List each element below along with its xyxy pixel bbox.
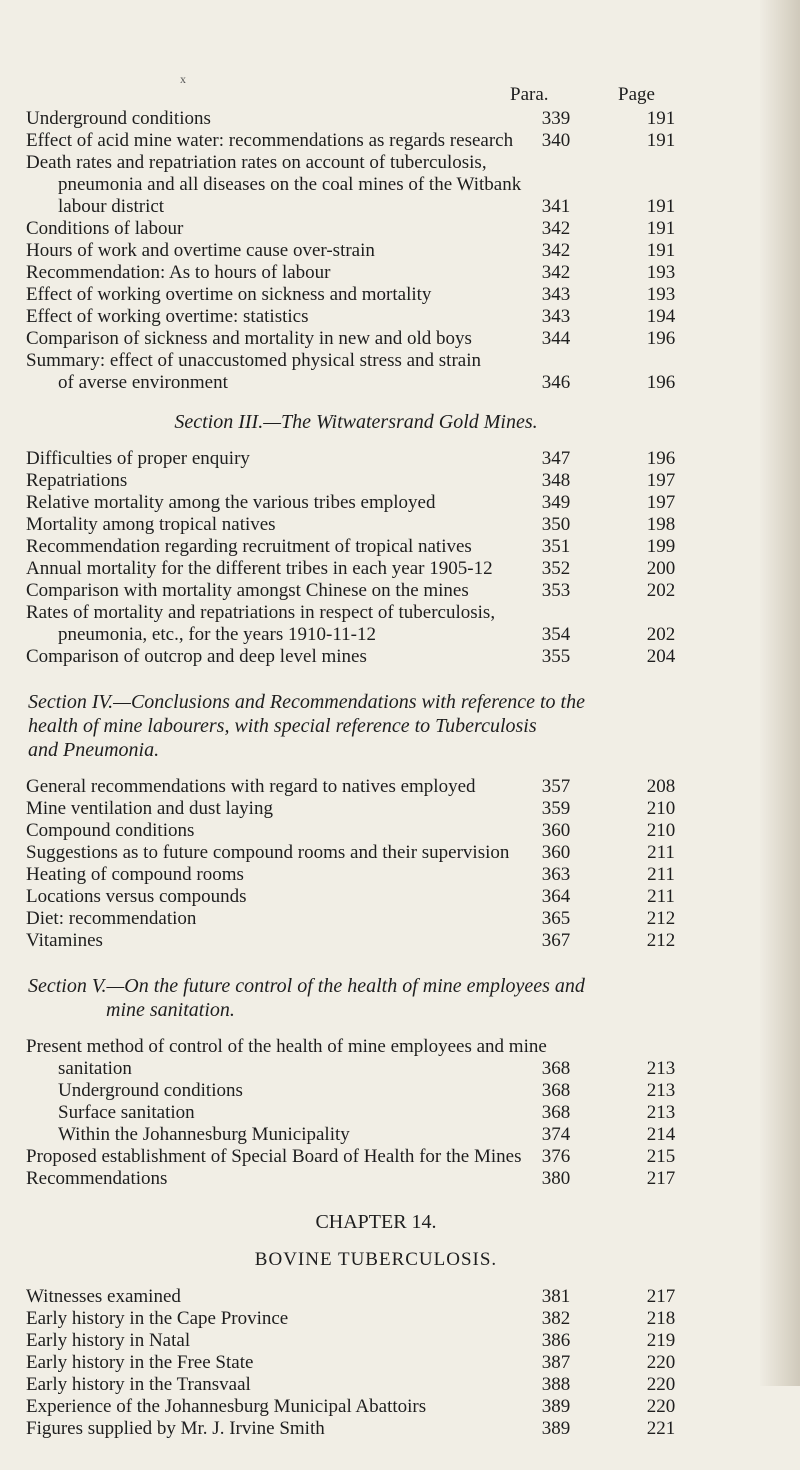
entry-para-number: 388 — [541, 1374, 571, 1395]
section-heading-3: Section III.—The Witwatersrand Gold Mines. — [174, 411, 538, 433]
entry-para-number: 349 — [541, 492, 571, 513]
section-heading-5-line: Section V.—On the future control of the health of mine employees and — [28, 975, 585, 997]
entry-para-number: 380 — [541, 1168, 571, 1189]
section-heading-5 — [26, 974, 686, 1022]
entry-para-number: 342 — [541, 218, 571, 239]
entry-para-number: 341 — [541, 196, 571, 217]
entry-title: pneumonia and all diseases on the coal mines of the Witbank — [58, 174, 522, 195]
entry-page-number: 213 — [646, 1102, 676, 1123]
toc-entry — [26, 1124, 686, 1146]
toc-entry — [26, 930, 686, 952]
toc-entry — [26, 1374, 686, 1396]
toc-entry — [26, 218, 686, 240]
entry-para-number: 365 — [541, 908, 571, 929]
entry-title: Hours of work and overtime cause over-strain — [26, 240, 375, 261]
entry-title: Mine ventilation and dust laying — [26, 798, 273, 819]
entry-para-number: 387 — [541, 1352, 571, 1373]
entry-para-number: 374 — [541, 1124, 571, 1145]
entry-page-number: 213 — [646, 1058, 676, 1079]
section-heading-5-line: mine sanitation. — [106, 999, 235, 1021]
toc-entry — [26, 820, 686, 842]
entry-para-number: 363 — [541, 864, 571, 885]
entry-para-number: 348 — [541, 470, 571, 491]
toc-entry — [26, 130, 686, 152]
entry-para-number: 342 — [541, 262, 571, 283]
entry-page-number: 211 — [647, 886, 675, 907]
entry-page-number: 217 — [646, 1168, 676, 1189]
entry-page-number: 212 — [646, 908, 676, 929]
entry-para-number: 381 — [541, 1286, 571, 1307]
entry-title: Effect of working overtime on sickness and mortality — [26, 284, 432, 305]
entry-para-number: 368 — [541, 1080, 571, 1101]
toc-entry — [26, 1286, 686, 1308]
entry-title: sanitation — [58, 1058, 132, 1079]
entry-title: Suggestions as to future compound rooms and their supervision — [26, 842, 510, 863]
toc-entry — [26, 864, 686, 886]
entry-para-number: 350 — [541, 514, 571, 535]
entry-para-number: 359 — [541, 798, 571, 819]
entry-page-number: 197 — [646, 470, 676, 491]
table-of-contents — [26, 108, 686, 1440]
toc-block-witwatersrand — [26, 448, 686, 668]
entry-title: Annual mortality for the different tribes in each year 1905-12 — [26, 558, 493, 579]
entry-para-number: 357 — [541, 776, 571, 797]
entry-para-number: 346 — [541, 372, 571, 393]
entry-para-number: 386 — [541, 1330, 571, 1351]
entry-page-number: 210 — [646, 798, 676, 819]
entry-para-number: 353 — [541, 580, 571, 601]
entry-title: Comparison with mortality amongst Chinese on the mines — [26, 580, 469, 601]
toc-entry — [26, 1036, 686, 1058]
entry-page-number: 198 — [646, 514, 676, 535]
entry-para-number: 364 — [541, 886, 571, 907]
toc-entry — [26, 1058, 686, 1080]
entry-page-number: 218 — [646, 1308, 676, 1329]
entry-title: Effect of working overtime: statistics — [26, 306, 309, 327]
entry-title: Early history in the Transvaal — [26, 1374, 251, 1395]
entry-para-number: 355 — [541, 646, 571, 667]
entry-para-number: 342 — [541, 240, 571, 261]
para-column-header: Para. — [510, 84, 549, 105]
entry-para-number: 339 — [541, 108, 571, 129]
entry-title: Experience of the Johannesburg Municipal Abattoirs — [26, 1396, 427, 1417]
entry-page-number: 193 — [646, 262, 676, 283]
entry-para-number: 360 — [541, 842, 571, 863]
chapter-heading: CHAPTER 14. — [315, 1211, 437, 1233]
entry-page-number: 191 — [646, 108, 676, 129]
toc-entry — [26, 1308, 686, 1330]
toc-entry — [26, 646, 686, 668]
entry-page-number: 202 — [646, 624, 676, 645]
entry-para-number: 343 — [541, 306, 571, 327]
toc-entry — [26, 558, 686, 580]
entry-title: Conditions of labour — [26, 218, 184, 239]
entry-title: Figures supplied by Mr. J. Irvine Smith — [26, 1418, 325, 1439]
toc-block-sanitation — [26, 1036, 686, 1190]
entry-para-number: 368 — [541, 1058, 571, 1079]
toc-entry — [26, 350, 686, 372]
toc-entry — [26, 1080, 686, 1102]
entry-title: Effect of acid mine water: recommendations as regards research — [26, 130, 514, 151]
entry-title: Diet: recommendation — [26, 908, 197, 929]
entry-para-number: 340 — [541, 130, 571, 151]
toc-entry — [26, 602, 686, 624]
toc-entry — [26, 580, 686, 602]
entry-title: Mortality among tropical natives — [26, 514, 276, 535]
toc-entry — [26, 284, 686, 306]
toc-entry — [26, 536, 686, 558]
entry-para-number: 343 — [541, 284, 571, 305]
toc-entry — [26, 514, 686, 536]
entry-title: Recommendation regarding recruitment of tropical natives — [26, 536, 472, 557]
entry-page-number: 196 — [646, 372, 676, 393]
entry-page-number: 214 — [646, 1124, 676, 1145]
toc-entry — [26, 1418, 686, 1440]
entry-page-number: 211 — [647, 864, 675, 885]
entry-title: Early history in Natal — [26, 1330, 191, 1351]
toc-entry — [26, 196, 686, 218]
entry-page-number: 191 — [646, 196, 676, 217]
entry-title: Comparison of outcrop and deep level mines — [26, 646, 367, 667]
entry-title: Within the Johannesburg Municipality — [58, 1124, 350, 1145]
entry-title: Underground conditions — [26, 108, 211, 129]
entry-page-number: 202 — [646, 580, 676, 601]
entry-title: Vitamines — [26, 930, 103, 951]
toc-block-bovine — [26, 1286, 686, 1440]
chapter-title: BOVINE TUBERCULOSIS. — [254, 1249, 498, 1270]
toc-entry — [26, 908, 686, 930]
entry-title: Compound conditions — [26, 820, 195, 841]
entry-para-number: 344 — [541, 328, 571, 349]
entry-page-number: 212 — [646, 930, 676, 951]
entry-page-number: 208 — [646, 776, 676, 797]
entry-para-number: 360 — [541, 820, 571, 841]
entry-title: pneumonia, etc., for the years 1910-11-12 — [58, 624, 376, 645]
entry-title: Recommendations — [26, 1168, 168, 1189]
entry-para-number: 367 — [541, 930, 571, 951]
entry-page-number: 210 — [646, 820, 676, 841]
toc-entry — [26, 1168, 686, 1190]
entry-page-number: 213 — [646, 1080, 676, 1101]
entry-title: of averse environment — [58, 372, 228, 393]
entry-para-number: 351 — [541, 536, 571, 557]
entry-page-number: 199 — [646, 536, 676, 557]
toc-entry — [26, 492, 686, 514]
entry-page-number: 204 — [646, 646, 676, 667]
toc-entry — [26, 306, 686, 328]
entry-page-number: 191 — [646, 240, 676, 261]
entry-page-number: 217 — [646, 1286, 676, 1307]
page-mark: x — [180, 72, 186, 86]
page-column-header: Page — [618, 84, 655, 105]
toc-entry — [26, 1102, 686, 1124]
toc-entry — [26, 470, 686, 492]
toc-block-coal-mines — [26, 108, 686, 394]
entry-title: Early history in the Free State — [26, 1352, 254, 1373]
entry-page-number: 200 — [646, 558, 676, 579]
entry-page-number: 191 — [646, 218, 676, 239]
entry-title: Proposed establishment of Special Board of Health for the Mines — [26, 1146, 522, 1167]
section-heading-4-line: health of mine labourers, with special reference to Tuberculosis — [28, 715, 537, 737]
section-heading-4-line: and Pneumonia. — [28, 739, 160, 761]
entry-title: labour district — [58, 196, 165, 217]
toc-entry — [26, 448, 686, 470]
entry-title: Heating of compound rooms — [26, 864, 244, 885]
toc-entry — [26, 776, 686, 798]
toc-entry — [26, 108, 686, 130]
entry-title: Recommendation: As to hours of labour — [26, 262, 331, 283]
entry-title: Underground conditions — [58, 1080, 243, 1101]
toc-entry — [26, 174, 686, 196]
toc-entry — [26, 328, 686, 350]
entry-page-number: 191 — [646, 130, 676, 151]
entry-para-number: 376 — [541, 1146, 571, 1167]
toc-entry — [26, 1330, 686, 1352]
entry-page-number: 220 — [646, 1352, 676, 1373]
toc-entry — [26, 372, 686, 394]
entry-title: Relative mortality among the various tribes employed — [26, 492, 436, 513]
toc-entry — [26, 886, 686, 908]
entry-title: Locations versus compounds — [26, 886, 247, 907]
entry-page-number: 197 — [646, 492, 676, 513]
toc-entry — [26, 1396, 686, 1418]
entry-page-number: 211 — [647, 842, 675, 863]
entry-page-number: 221 — [646, 1418, 676, 1439]
entry-title: Surface sanitation — [58, 1102, 195, 1123]
section-heading-4 — [26, 690, 686, 762]
entry-title: Summary: effect of unaccustomed physical stress and strain — [26, 350, 481, 371]
entry-title: Repatriations — [26, 470, 128, 491]
entry-title: Rates of mortality and repatriations in respect of tuberculosis, — [26, 602, 496, 623]
entry-para-number: 347 — [541, 448, 571, 469]
entry-page-number: 219 — [646, 1330, 676, 1351]
toc-block-recommendations — [26, 776, 686, 952]
toc-entry — [26, 842, 686, 864]
entry-para-number: 352 — [541, 558, 571, 579]
entry-title: Difficulties of proper enquiry — [26, 448, 250, 469]
entry-para-number: 389 — [541, 1396, 571, 1417]
entry-para-number: 354 — [541, 624, 571, 645]
toc-entry — [26, 1352, 686, 1374]
entry-page-number: 215 — [646, 1146, 676, 1167]
entry-page-number: 196 — [646, 448, 676, 469]
entry-para-number: 382 — [541, 1308, 571, 1329]
entry-page-number: 194 — [646, 306, 676, 327]
toc-entry — [26, 262, 686, 284]
entry-page-number: 193 — [646, 284, 676, 305]
entry-title: Early history in the Cape Province — [26, 1308, 289, 1329]
toc-entry — [26, 798, 686, 820]
entry-page-number: 220 — [646, 1396, 676, 1417]
toc-entry — [26, 1146, 686, 1168]
entry-title: Witnesses examined — [26, 1286, 181, 1307]
entry-title: Comparison of sickness and mortality in new and old boys — [26, 328, 472, 349]
toc-entry — [26, 240, 686, 262]
entry-para-number: 368 — [541, 1102, 571, 1123]
toc-entry — [26, 152, 686, 174]
entry-title: General recommendations with regard to natives employed — [26, 776, 476, 797]
entry-page-number: 196 — [646, 328, 676, 349]
toc-entry — [26, 624, 686, 646]
section-heading-4-line: Section IV.—Conclusions and Recommendations with reference to the — [28, 691, 585, 713]
entry-title: Death rates and repatriation rates on account of tuberculosis, — [26, 152, 487, 173]
entry-page-number: 220 — [646, 1374, 676, 1395]
entry-para-number: 389 — [541, 1418, 571, 1439]
entry-title: Present method of control of the health of mine employees and mine — [26, 1036, 547, 1057]
